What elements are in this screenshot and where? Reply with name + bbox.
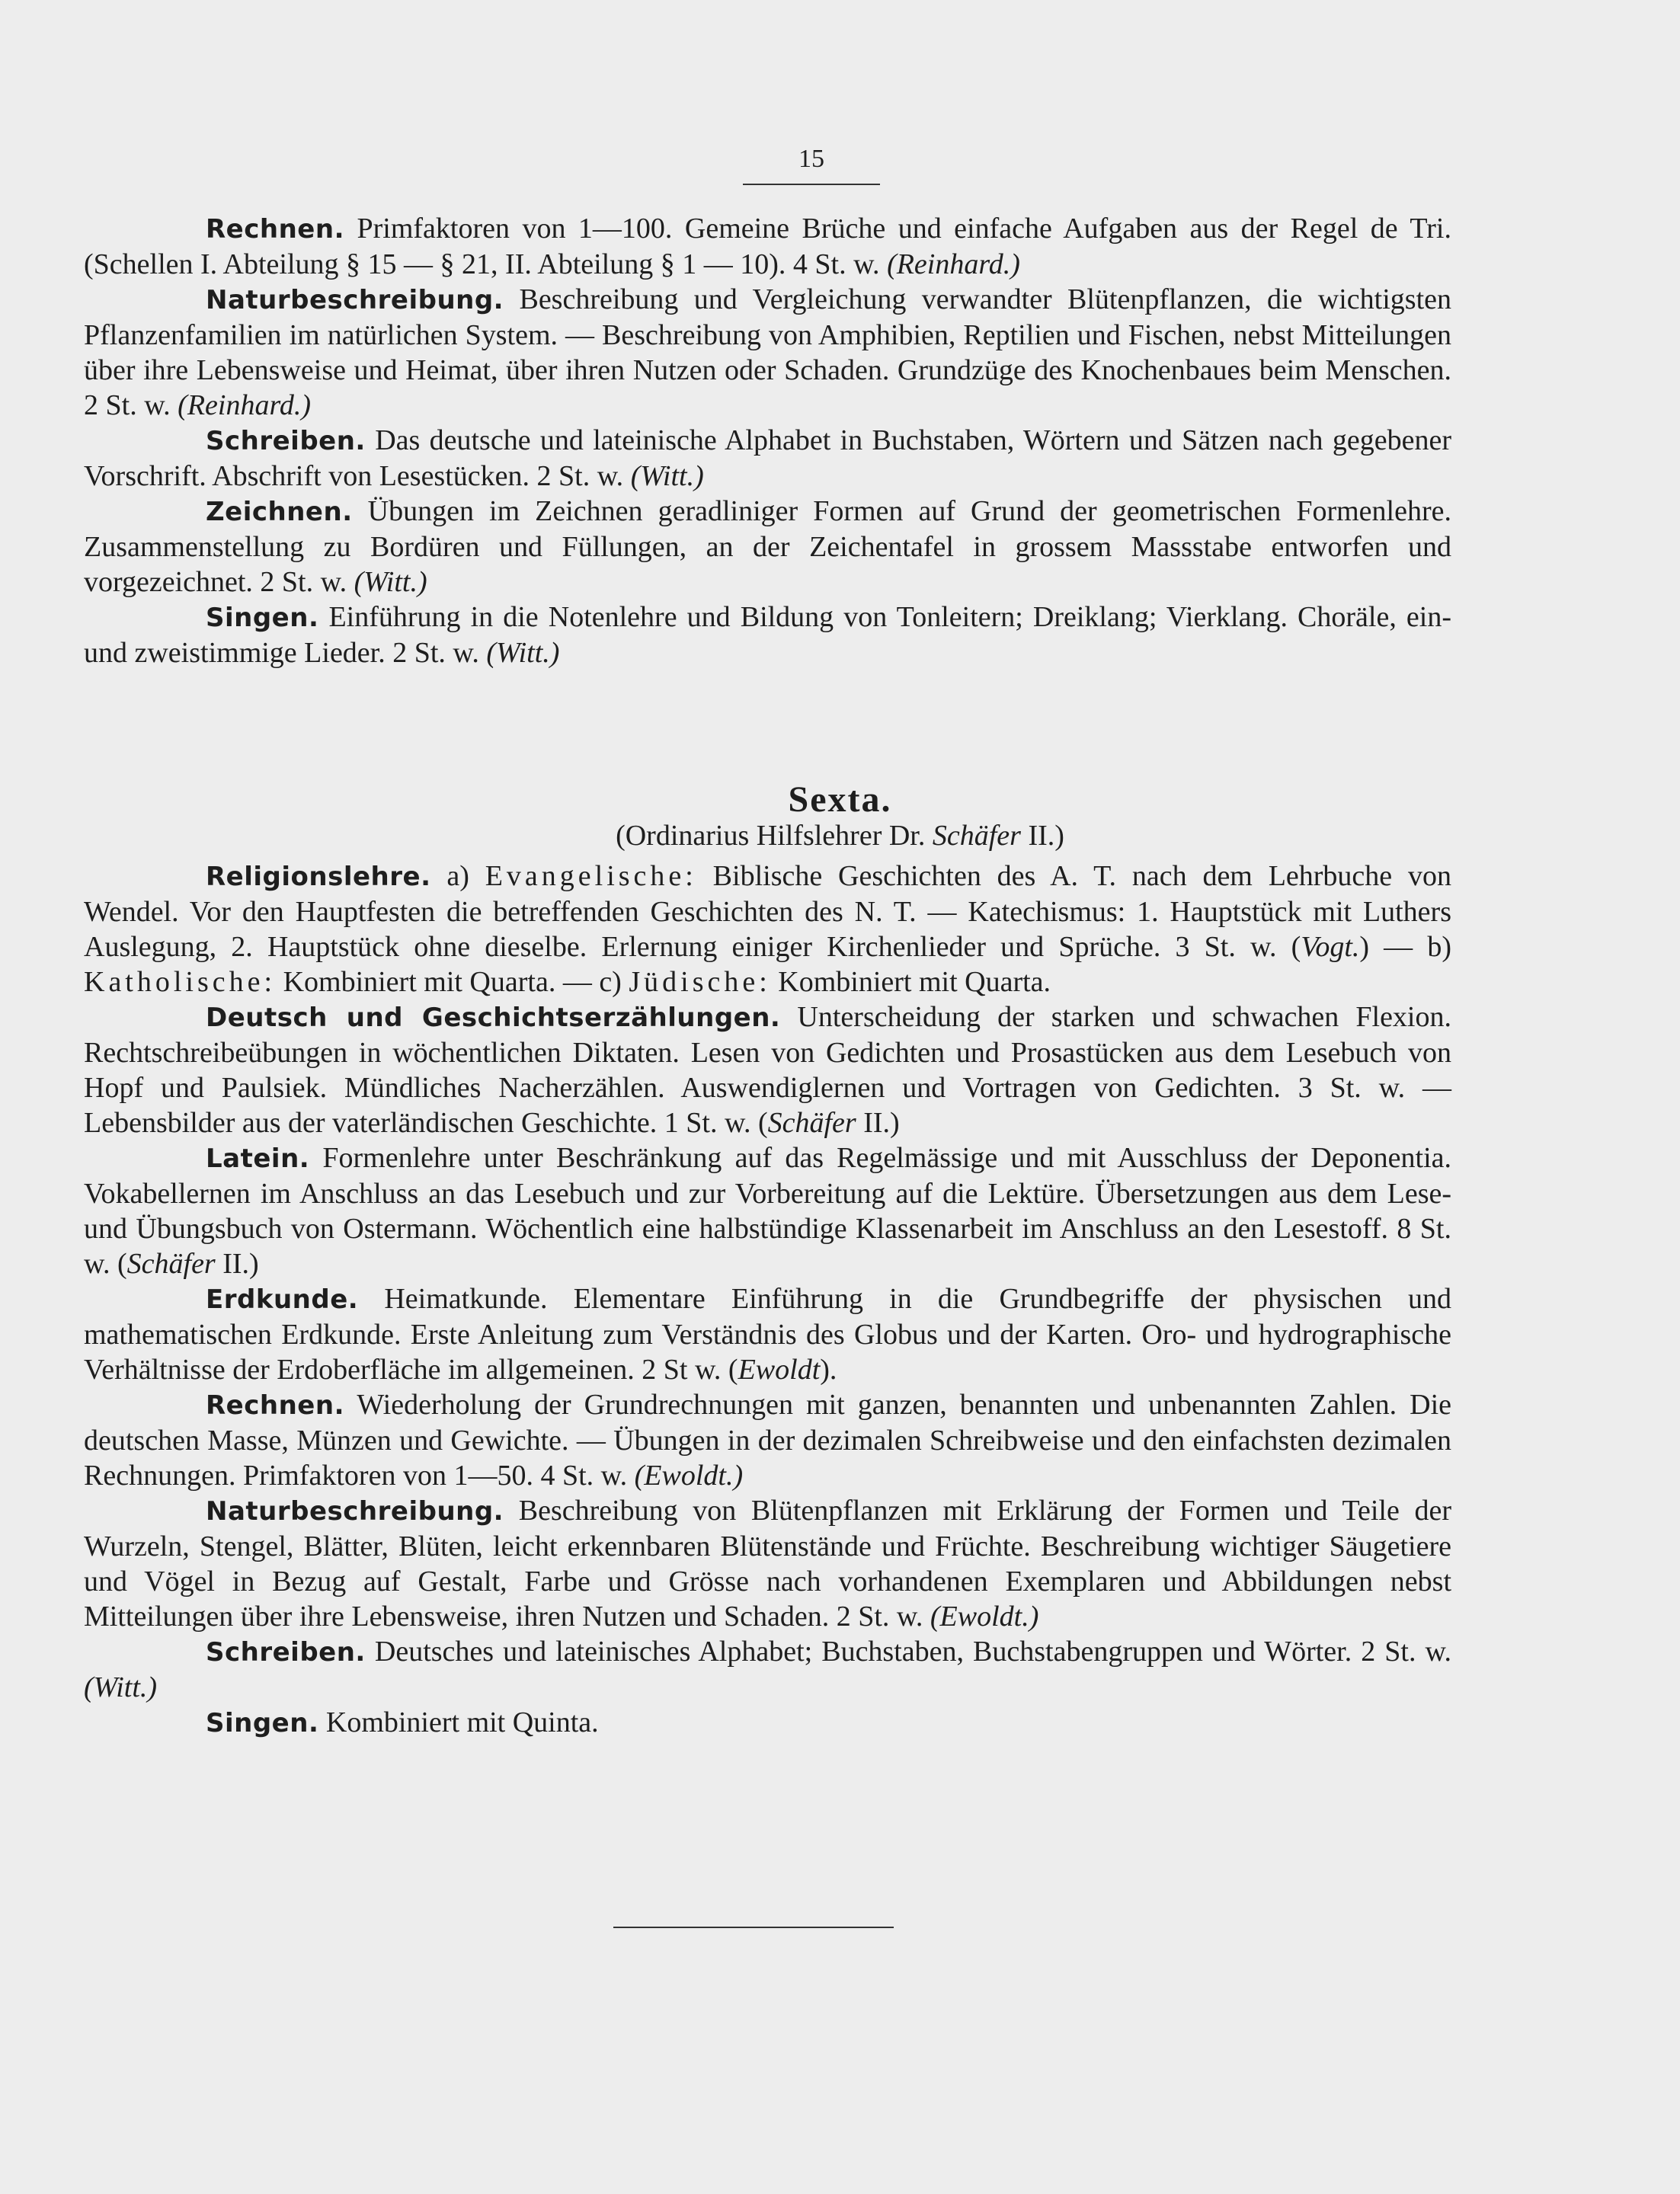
paragraph-text: Einführung in die Notenlehre und Bildung von Tonleitern; Dreiklang; Vierklang. Choräle, ein- und zweistimmige Lieder. 2 St. w.: [84, 601, 1451, 669]
subject-heading: Naturbeschreibung.: [206, 285, 504, 315]
ordinarius-prefix: (Ordinarius Hilfslehrer Dr.: [616, 820, 933, 852]
teacher-name: (Witt.): [486, 637, 560, 669]
paragraph-text: Übungen im Zeichnen geradliniger Formen auf Grund der geometrischen Formenlehre. Zusammenstellung zu Bordüren und Füllungen, an der Zeichentafel in grossem Massstabe entworfen und vorgezeichnet. 2 St. w.: [84, 495, 1451, 598]
teacher-name: (Ewoldt.): [634, 1460, 744, 1492]
teacher-name: (Witt.): [354, 566, 427, 598]
paragraph-text: Kombiniert mit Quarta. — c): [276, 966, 629, 998]
subject-heading: Erdkunde.: [206, 1284, 359, 1315]
subject-heading: Schreiben.: [206, 426, 366, 456]
sexta-erdkunde-paragraph: [84, 1281, 1451, 1387]
subject-heading: Naturbeschreibung.: [206, 1496, 504, 1527]
ordinarius-name: Schäfer: [932, 820, 1021, 852]
subject-heading: Religionslehre.: [206, 862, 431, 892]
paragraph-text: Heimatkunde. Elementare Einführung in die Grundbegriffe der physischen und mathematischen Erdkunde. Erste Anleitung zum Verständnis des Globus und der Karten. Oro- und hydrographische Verhältnisse der Erdoberfläche im allgemeinen. 2 St w. (: [84, 1283, 1451, 1386]
subject-heading: Latein.: [206, 1143, 310, 1174]
quinta-schreiben-paragraph: [84, 423, 1451, 494]
sexta-section: [84, 859, 1451, 1741]
paragraph-text: Formenlehre unter Beschränkung auf das Regelmässige und mit Ausschluss der Deponentia. Vokabellernen im Anschluss an das Lesebuch und zur Vorbereitung auf die Lektüre. Übersetzungen aus dem Lese- und Übungsbuch von Ostermann. Wöchentlich eine halbstündige Klassenarbeit im Anschluss an den Lesestoff. 8 St. w. (: [84, 1142, 1451, 1280]
paragraph-text: ) — b): [1359, 931, 1451, 963]
subject-heading: Singen.: [206, 1708, 319, 1738]
teacher-name: Schäfer: [767, 1107, 856, 1139]
subject-heading: Singen.: [206, 603, 319, 633]
sexta-rechnen-paragraph: [84, 1387, 1451, 1493]
paragraph-text: Beschreibung von Blütenpflanzen mit Erklärung der Formen und Teile der Wurzeln, Stengel, Blätter, Blüten, leicht erkennbaren Blütenstände und Früchte. Beschreibung wichtiger Säugetiere und Vögel in Bezug auf Gestalt, Farbe und Grösse nach vorhandenen Exemplaren und Abbildungen nebst Mitteilungen über ihre Lebensweise, ihren Nutzen und Schaden. 2 St. w.: [84, 1495, 1451, 1633]
teacher-name: (Reinhard.): [887, 248, 1020, 280]
paragraph-text: Beschreibung und Vergleichung verwandter Blütenpflanzen, die wichtigsten Pflanzenfamilien im natürlichen System. — Beschreibung von Amphibien, Reptilien und Fischen, nebst Mitteilungen über ihre Lebensweise und Heimat, über ihren Nutzen oder Schaden. Grundzüge des Knochenbaues beim Menschen. 2 St. w.: [84, 283, 1451, 421]
spaced-label: Evangelische:: [485, 860, 697, 892]
quinta-naturbeschreibung-paragraph: [84, 282, 1451, 423]
subject-heading: Rechnen.: [206, 1390, 344, 1421]
teacher-name: Ewoldt: [738, 1354, 821, 1386]
subject-heading: Zeichnen.: [206, 497, 353, 527]
page-number-rule: [743, 184, 880, 185]
ordinarius-line: [0, 819, 1680, 852]
ordinarius-suffix: II.): [1020, 820, 1064, 852]
quinta-continued-section: [84, 211, 1451, 670]
subject-heading: Schreiben.: [206, 1637, 366, 1668]
spaced-label: Jüdische:: [629, 966, 771, 998]
quinta-rechnen-paragraph: [84, 211, 1451, 282]
teacher-name: (Ewoldt.): [930, 1601, 1039, 1633]
page-number: 15: [798, 145, 824, 173]
quinta-zeichnen-paragraph: [84, 494, 1451, 600]
paragraph-text: Unterscheidung der starken und schwachen Flexion. Rechtschreibeübungen in wöchentlichen Diktaten. Lesen von Gedichten und Prosastücken aus dem Lesebuch von Hopf und Paulsiek. Mündliches Nacherzählen. Auswendiglernen und Vortragen von Gedichten. 3 St. w. — Lebensbilder aus der vaterländischen Geschichte. 1 St. w. (: [84, 1001, 1451, 1139]
subject-heading: Deutsch und Geschichtserzählungen.: [206, 1003, 781, 1033]
paragraph-text: Kombiniert mit Quinta.: [318, 1706, 599, 1738]
section-title-sexta: Sexta.: [788, 779, 892, 820]
teacher-name: Schäfer: [126, 1248, 216, 1280]
paragraph-text: Das deutsche und lateinische Alphabet in Buchstaben, Wörtern und Sätzen nach gegebener Vorschrift. Abschrift von Lesestücken. 2 St. w.: [84, 424, 1451, 492]
paragraph-text: Primfaktoren von 1—100. Gemeine Brüche und einfache Aufgaben aus der Regel de Tri. (Schellen I. Abteilung § 15 — § 21, II. Abteilung § 1 — 10). 4 St. w.: [84, 213, 1451, 280]
teacher-name: (Reinhard.): [178, 389, 311, 421]
sexta-schreiben-paragraph: [84, 1634, 1451, 1705]
paragraph-text: Wiederholung der Grundrechnungen mit ganzen, benannten und unbenannten Zahlen. Die deutschen Masse, Münzen und Gewichte. — Übungen in der dezimalen Schreibweise und den einfachsten dezimalen Rechnungen. Primfaktoren von 1—50. 4 St. w.: [84, 1389, 1451, 1492]
teacher-name: Vogt.: [1301, 931, 1360, 963]
sexta-religion-paragraph: [84, 859, 1451, 999]
paragraph-text: Biblische Geschichten des A. T. nach dem Lehrbuche von Wendel. Vor den Hauptfesten die betreffenden Geschichten des N. T. — Katechismus: 1. Hauptstück mit Luthers Auslegung, 2. Hauptstück ohne dieselbe. Erlernung einiger Kirchenlieder und Sprüche. 3 St. w. (: [84, 860, 1451, 963]
paragraph-text: Deutsches und lateinisches Alphabet; Buchstaben, Buchstabengruppen und Wörter. 2 St. w.: [365, 1636, 1451, 1668]
sexta-latein-paragraph: [84, 1140, 1451, 1281]
sexta-naturbeschreibung-paragraph: [84, 1493, 1451, 1634]
spaced-label: Katholische:: [84, 966, 277, 998]
teacher-name: (Witt.): [84, 1671, 158, 1703]
sexta-deutsch-paragraph: [84, 999, 1451, 1140]
paragraph-text: II.): [856, 1107, 900, 1139]
paragraph-text: a): [430, 860, 485, 892]
quinta-singen-paragraph: [84, 600, 1451, 670]
subject-heading: Rechnen.: [206, 214, 344, 245]
end-rule: [613, 1927, 894, 1928]
paragraph-text: II.): [215, 1248, 259, 1280]
paragraph-text: ).: [820, 1354, 837, 1386]
sexta-singen-paragraph: [84, 1705, 1451, 1741]
paragraph-text: Kombiniert mit Quarta.: [770, 966, 1051, 998]
teacher-name: (Witt.): [630, 460, 704, 492]
